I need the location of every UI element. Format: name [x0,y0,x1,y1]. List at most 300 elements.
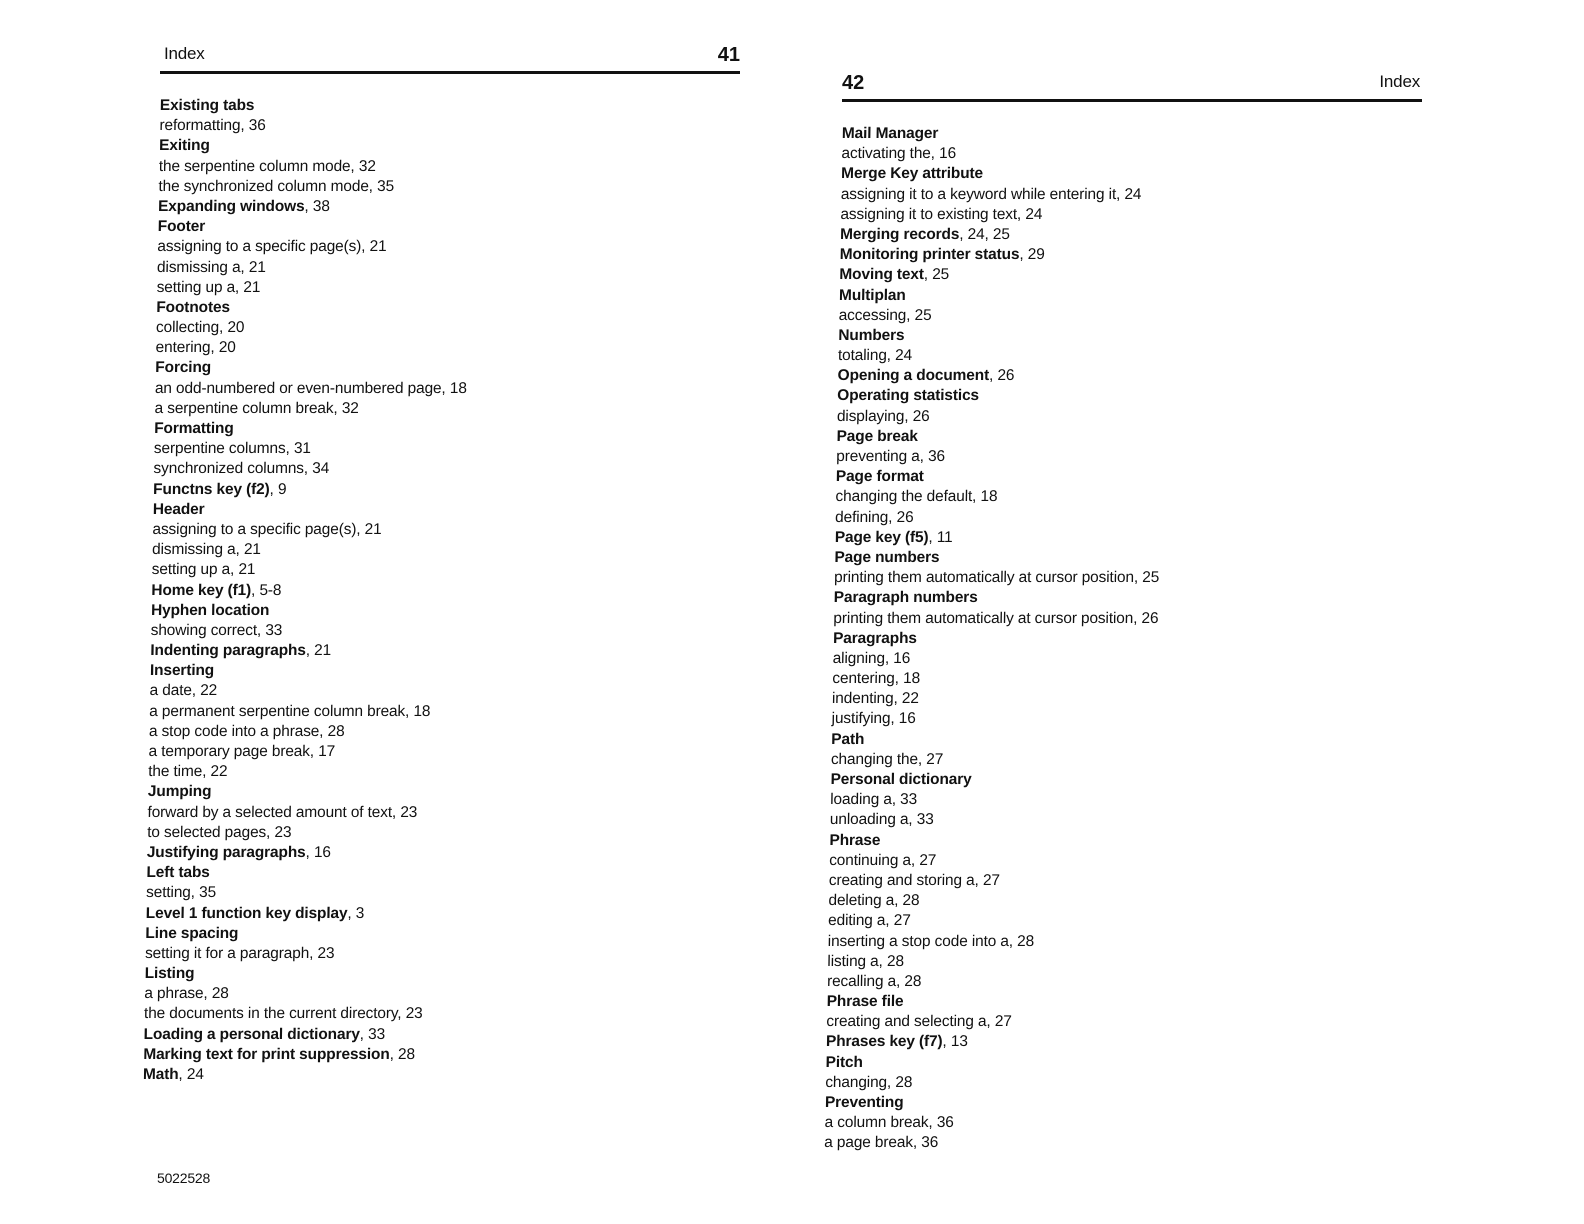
index-page-ref: 28 [895,1073,913,1091]
index-sub-entry [829,871,1154,891]
index-separator: , [210,339,219,357]
index-term: Paragraphs [832,629,917,647]
index-page-ref: 27 [926,750,944,768]
index-separator: , [285,440,295,458]
index-term: Page break [836,427,918,445]
index-separator: , [190,884,200,902]
index-sub-entry [828,891,1153,911]
index-sub-entry [155,338,467,358]
index-sub-entry [158,177,470,197]
index-separator: , [229,561,239,579]
index-page-ref: 21 [243,541,261,559]
index-page-ref: 13 [950,1033,968,1051]
index-main-entry [148,782,460,802]
index-sub-entry [156,318,468,338]
index-sub-entry [830,790,1155,810]
index-separator: , [404,702,414,720]
index-sub-entry [149,681,461,701]
index-term: printing them automatically at cursor position [833,569,1135,587]
index-term: Header [152,500,205,518]
index-page-ref: 36 [927,448,946,465]
index-term: Jumping [147,783,212,801]
index-page-ref: 33 [367,1025,386,1043]
index-main-entry [839,286,1164,306]
index-term: Line spacing [145,924,239,942]
index-separator: , [347,904,356,922]
index-term: setting [145,884,191,902]
left-page-header-title: Index [164,44,205,63]
index-main-entry [840,225,1165,245]
index-page-ref: 27 [982,871,1001,889]
index-separator: , [1019,246,1028,264]
index-main-entry [834,588,1159,608]
index-page-ref: 21 [243,278,261,296]
index-main-entry [143,1065,455,1085]
index-separator: , [441,379,450,397]
index-term: setting up a [156,278,236,296]
index-sub-entry [834,568,1159,588]
index-separator: , [912,1134,922,1152]
index-page-ref: 18 [980,488,998,506]
left-page [142,0,750,1224]
index-page-ref: 24 [894,347,913,365]
index-term: Formatting [154,420,234,437]
index-sub-entry [838,346,1163,366]
index-page-ref: 16 [313,843,332,861]
index-main-entry [837,386,1162,406]
index-separator: , [904,407,913,425]
index-page-ref: 24 [186,1066,204,1083]
index-term: setting up a [151,561,231,579]
index-separator: , [928,528,937,546]
index-separator: , [942,1033,951,1051]
index-separator: , [234,278,244,296]
index-term: creating and selecting a [826,1013,987,1031]
index-term: defining [834,508,889,526]
index-term: to selected pages [147,823,267,841]
index-separator: , [959,225,968,243]
index-page-ref: 18 [413,702,431,720]
index-page-ref: 16 [898,710,916,728]
index-separator: , [191,682,201,700]
index-page-ref: 25 [932,266,950,284]
index-sub-entry [153,459,465,479]
index-main-entry [158,197,470,217]
index-page-ref: 22 [901,690,919,708]
index-page-ref: 32 [358,157,376,175]
index-page-ref: 16 [938,145,957,163]
index-term: Page format [835,468,924,486]
index-separator: , [391,803,401,821]
index-page-ref: 21 [248,258,266,276]
index-term: Pitch [825,1053,863,1071]
index-separator: , [886,347,896,365]
index-separator: , [906,306,915,324]
index-term: a serpentine column break [154,399,334,417]
index-main-entry [826,1032,1151,1052]
index-term: Math [142,1066,179,1083]
index-term: loading a [830,791,892,809]
index-term: Multiplan [838,286,906,304]
index-sub-entry [148,762,460,782]
index-page-ref: 35 [198,884,217,902]
index-page-ref: 26 [912,407,930,425]
index-term: assigning to a specific page(s) [157,238,362,256]
index-page-ref: 24 [1124,185,1142,203]
index-term: Page numbers [834,548,940,566]
index-separator: , [908,811,917,829]
index-main-entry [151,581,463,601]
index-page-ref: 32 [341,399,359,417]
index-term: Forcing [155,359,212,377]
index-main-entry [833,629,1158,649]
index-page-ref: 22 [199,682,218,700]
index-page-ref: 20 [218,339,236,357]
index-separator: , [201,763,211,781]
index-term: Expanding windows [157,197,305,215]
index-term: justifying [831,710,891,728]
index-sub-entry [157,258,469,278]
index-separator: , [256,621,266,639]
index-term: an odd-numbered or even-numbered page [154,379,442,397]
index-term: editing a [827,912,886,930]
index-sub-entry [836,447,1161,467]
index-sub-entry [157,237,469,257]
index-sub-entry [826,1012,1151,1032]
index-separator: , [923,266,933,284]
index-page-ref: 33 [899,791,918,809]
index-term: Loading a personal dictionary [143,1025,360,1043]
index-sub-entry [831,750,1156,770]
index-separator: , [893,690,903,708]
index-page-ref: 33 [916,811,934,829]
index-main-entry [840,245,1165,265]
index-separator: , [888,508,897,526]
index-main-entry [144,964,456,984]
index-main-entry [836,467,1161,487]
right-index-entries [824,124,1167,1154]
index-page-ref: 26 [997,367,1015,385]
index-term: deleting a [828,892,895,910]
footer-document-code: 5022528 [157,1170,211,1186]
index-sub-entry [152,520,464,540]
index-term: Marking text for print suppression [143,1045,390,1063]
index-separator: , [1133,609,1142,627]
index-term: Numbers [838,326,905,344]
index-separator: , [930,145,940,163]
index-sub-entry [830,810,1155,830]
index-separator: , [894,670,904,688]
index-term: centering [832,670,895,688]
index-separator: , [974,871,984,889]
index-term: showing correct [150,621,258,639]
index-sub-entry [841,144,1166,164]
index-sub-entry [840,205,1165,225]
index-page-ref: 23 [405,1005,423,1023]
index-term: assigning it to a keyword while entering it [840,185,1117,203]
index-main-entry [835,528,1160,548]
index-term: inserting a stop code into a [827,932,1009,950]
index-sub-entry [149,702,461,722]
index-term: setting it for a paragraph [144,944,310,962]
index-page-ref: 28 [327,722,345,740]
index-term: recalling a [826,972,897,990]
index-separator: , [218,319,228,337]
index-sub-entry [835,487,1160,507]
index-main-entry [842,124,1167,144]
index-main-entry [159,136,471,156]
index-page-ref: 16 [893,649,911,667]
index-main-entry [830,770,1155,790]
index-main-entry [829,831,1154,851]
index-term: Phrase file [826,993,904,1011]
index-page-ref: 21 [238,561,256,579]
index-term: entering [155,339,211,357]
index-page-ref: 24, 25 [967,225,1010,243]
index-page-ref: 17 [318,743,336,760]
index-term: Left tabs [146,864,210,882]
index-main-entry [160,96,472,116]
index-term: forward by a selected amount of text [147,803,393,821]
index-main-entry [153,480,465,500]
index-separator: , [988,367,998,385]
index-page-ref: 18 [449,379,467,397]
index-page-ref: 28 [1016,932,1035,950]
index-sub-entry [838,306,1163,326]
index-page-ref: 28 [902,892,920,910]
index-page-ref: 36 [921,1134,939,1152]
index-term: continuing a [829,851,912,869]
left-page-number: 41 [717,44,740,66]
index-separator: , [885,912,894,930]
index-term: Existing tabs [159,97,255,114]
index-sub-entry [148,742,460,762]
index-sub-entry [156,278,468,298]
index-main-entry [146,904,458,924]
index-term: the time [148,763,203,781]
index-separator: , [971,488,981,506]
index-sub-entry [154,439,466,459]
index-page-ref: 26 [1141,609,1159,627]
index-term: Functns key (f2) [152,480,270,498]
index-separator: , [368,177,378,195]
index-sub-entry [831,709,1156,729]
index-term: Footer [157,218,206,236]
index-separator: , [910,851,920,869]
index-term: dismissing a [156,258,241,276]
index-term: a stop code into a phrase [148,722,320,740]
index-sub-entry [827,972,1152,992]
index-separator: , [240,117,249,135]
index-separator: , [919,448,929,465]
index-separator: , [250,581,260,599]
index-main-entry [154,419,466,439]
index-term: Merging records [839,225,960,243]
index-separator: , [309,743,319,760]
index-sub-entry [155,379,467,399]
index-sub-entry [159,116,471,136]
index-separator: , [878,952,888,970]
index-sub-entry [824,1113,1149,1133]
index-separator: , [359,1025,369,1043]
index-page-ref: 27 [994,1013,1012,1031]
index-sub-entry [146,883,458,903]
index-page-ref: 28 [904,972,922,990]
index-term: assigning to a specific page(s) [152,520,357,538]
right-header-rule [842,99,1422,102]
index-page-ref: 28 [211,985,229,1003]
right-page-header [842,68,1432,98]
index-term: Indenting paragraphs [150,642,306,660]
index-sub-entry [147,823,459,843]
index-separator: , [917,750,927,768]
index-sub-entry [832,689,1157,709]
index-term: unloading a [829,811,909,829]
index-main-entry [150,661,462,681]
index-page-ref: 36 [936,1114,954,1132]
index-term: Justifying paragraphs [146,843,306,861]
index-term: Path [831,730,865,748]
index-separator: , [895,972,905,990]
index-page-ref: 33 [265,621,283,639]
index-sub-entry [824,1133,1149,1153]
index-term: dismissing a [151,541,236,559]
index-term: the synchronized column mode [158,177,369,195]
index-term: assigning it to existing text [840,205,1018,223]
index-sub-entry [841,185,1166,205]
index-main-entry [825,1053,1150,1073]
index-term: a page break [824,1134,914,1152]
index-term: preventing a [836,448,920,465]
index-separator: , [333,399,342,417]
index-separator: , [269,480,279,498]
index-page-ref: 21 [369,238,387,256]
index-term: Opening a document [837,367,990,385]
index-term: Monitoring printer status [839,246,1020,264]
index-term: changing [825,1073,888,1091]
index-main-entry [834,548,1159,568]
index-term: creating and storing a [828,871,975,889]
left-header-rule [160,71,740,74]
left-index-entries [143,96,472,1085]
index-separator: , [304,197,313,215]
index-page-ref: 36 [248,117,266,135]
index-main-entry [155,358,467,378]
index-term: indenting [831,690,894,708]
index-term: Phrase [829,831,881,849]
index-page-ref: 18 [902,670,921,688]
index-term: Phrases key (f7) [825,1033,943,1051]
left-page-header [160,40,750,70]
index-sub-entry [152,540,464,560]
index-page-ref: 11 [936,528,953,546]
index-page-ref: 22 [210,763,228,781]
index-term: Paragraph numbers [833,589,978,607]
index-sub-entry [827,952,1152,972]
index-separator: , [1008,932,1018,950]
index-term: Mail Manager [841,125,939,142]
index-term: a permanent serpentine column break [149,702,406,720]
index-main-entry [836,427,1161,447]
index-page-ref: 28 [397,1045,416,1063]
index-term: Preventing [824,1094,904,1111]
index-term: collecting [155,319,220,337]
index-sub-entry [147,803,459,823]
index-separator: , [178,1066,187,1083]
index-term: Hyphen location [150,601,270,619]
index-term: Exiting [158,137,210,155]
index-separator: , [397,1005,406,1023]
index-page-ref: 9 [277,480,287,498]
index-main-entry [143,1045,455,1065]
index-term: Moving text [839,266,924,284]
index-separator: , [303,460,313,478]
index-term: Merge Key attribute [840,165,984,183]
index-term: Personal dictionary [830,771,972,788]
index-sub-entry [828,911,1153,931]
index-term: listing a [827,952,879,970]
index-separator: , [886,1073,896,1091]
index-term: printing them automatically at cursor position [833,609,1134,627]
index-main-entry [156,298,468,318]
index-separator: , [389,1045,399,1063]
index-main-entry [831,730,1156,750]
index-term: activating the [841,145,931,163]
index-sub-entry [149,722,461,742]
index-main-entry [145,924,457,944]
index-separator: , [309,944,318,962]
index-page-ref: 26 [896,508,914,526]
index-main-entry [153,500,465,520]
index-page-ref: 23 [274,823,292,841]
index-sub-entry [150,621,462,641]
index-sub-entry [837,407,1162,427]
index-separator: , [890,710,899,728]
index-term: Page key (f5) [834,528,929,546]
index-page-ref: 29 [1027,246,1045,264]
index-term: displaying [836,407,905,425]
index-page-ref: 38 [312,197,330,215]
index-separator: , [361,238,370,256]
index-sub-entry [829,851,1154,871]
index-term: Home key (f1) [151,581,252,599]
index-term: a phrase [144,985,204,1003]
index-term: serpentine columns [153,440,286,458]
index-page-ref: 3 [355,904,365,922]
index-separator: , [305,843,315,861]
index-main-entry [839,265,1164,285]
index-sub-entry [144,984,456,1004]
index-page-ref: 21 [364,520,382,538]
index-term: Inserting [149,662,215,680]
index-separator: , [894,892,903,910]
index-page-ref: 25 [1142,569,1160,587]
index-separator: , [884,649,894,667]
index-separator: , [319,722,328,740]
index-separator: , [350,157,359,175]
index-term: synchronized columns [153,460,304,478]
index-sub-entry [144,1004,456,1024]
index-main-entry [143,1025,455,1045]
index-term: the serpentine column mode [158,157,351,175]
index-main-entry [826,992,1151,1012]
index-separator: , [986,1013,995,1031]
index-main-entry [841,164,1166,184]
index-page-ref: 23 [400,803,418,821]
index-term: aligning [832,649,886,667]
index-page-ref: 31 [293,440,311,458]
index-main-entry [838,326,1163,346]
